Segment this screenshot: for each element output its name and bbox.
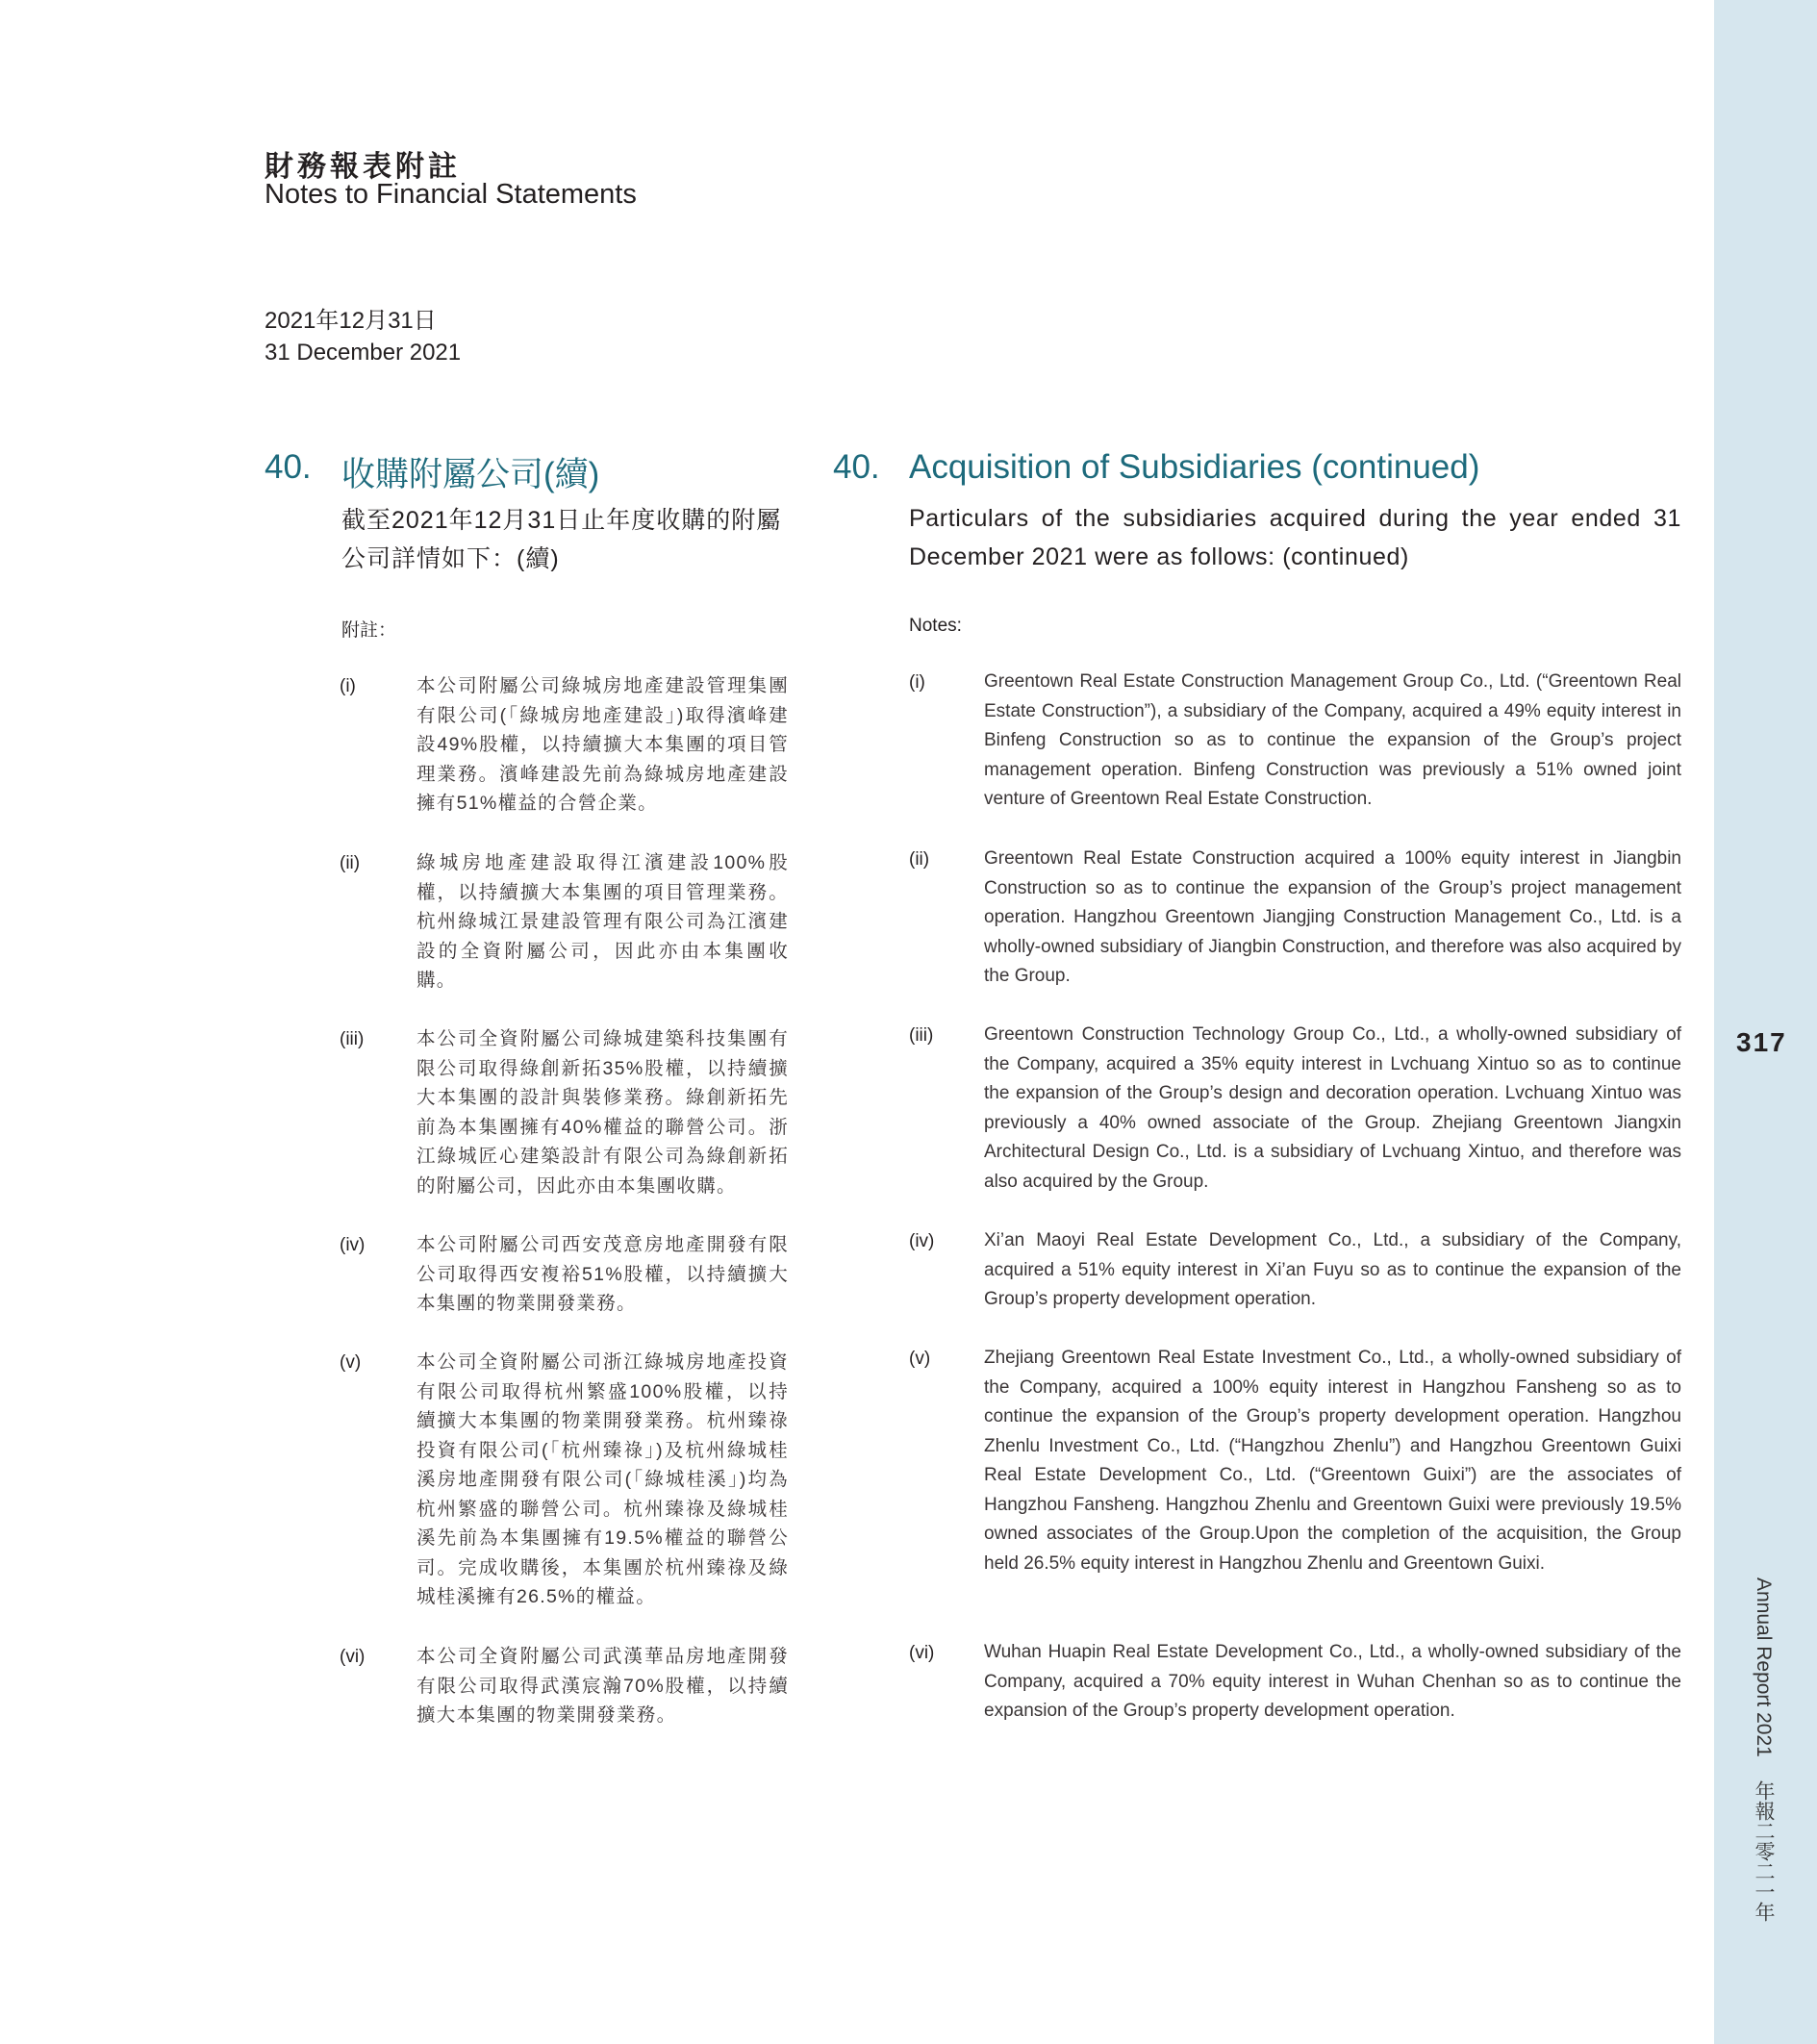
- note-text-en-3: Greentown Construction Technology Group Co., Ltd., a wholly-owned subsidiary of the Company, acquired a 35% equity interest in Lvchuang Xintuo so as to continue the expansion of the Group’s design and decoration operation. Lvchuang Xintuo was previously a 40% owned associate of the Group. Zhejiang Greentown Jiangxin Architectural Design Co., Ltd. is a subsidiary of Lvchuang Xintuo, and therefore was also acquired by the Group.: [984, 1024, 1681, 1192]
- section-title-en: Acquisition of Subsidiaries (continued): [909, 448, 1480, 486]
- note-label-zh-5: (v): [340, 1352, 362, 1373]
- note-label-zh-6: (vi): [340, 1647, 366, 1667]
- note-text-en-1: Greentown Real Estate Construction Management Group Co., Ltd. (“Greentown Real Estate Construction”), a subsidiary of the Company, acquired a 49% equity interest in Binfeng Construction so as to continue the expansion of the Group’s project management operation. Binfeng Construction was previously a 51% owned joint venture of Greentown Real Estate Construction.: [984, 671, 1681, 809]
- section-intro-en: Particulars of the subsidiaries acquired during the year ended 31 December 2021 were as follows: (continued): [909, 505, 1681, 570]
- header-title-en: Notes to Financial Statements: [265, 179, 637, 210]
- note-label-en-5: (v): [909, 1349, 931, 1369]
- side-caption-en: Annual Report 2021: [1753, 1577, 1775, 1757]
- note-label-en-2: (ii): [909, 849, 930, 870]
- notes-label-zh: 附註：: [341, 620, 397, 641]
- note-text-zh-3: 本公司全資附屬公司綠城建築科技集團有限公司取得綠創新拓35%股權，以持續擴大本集團的設計與裝修業務。綠創新拓先前為本集團擁有40%權益的聯營公司。浙江綠城匠心建築設計有限公司為綠創新拓的附屬公司，因此亦由本集團收購。: [416, 1028, 789, 1197]
- note-text-zh-6: 本公司全資附屬公司武漢華品房地產開發有限公司取得武漢宸瀚70%股權，以持續擴大本集團的物業開發業務。: [416, 1646, 789, 1726]
- date-zh: 2021年12月31日: [265, 308, 437, 334]
- note-label-en-3: (iii): [909, 1025, 934, 1046]
- note-text-en-4: Xi’an Maoyi Real Estate Development Co., Ltd., a subsidiary of the Company, acquired a 51% equity interest in Xi’an Fuyu so as to continue the expansion of the Group’s property development operation.: [984, 1230, 1681, 1309]
- section-intro-zh: 截至2021年12月31日止年度收購的附屬公司詳情如下：(續): [341, 507, 782, 572]
- note-label-en-6: (vi): [909, 1643, 935, 1663]
- note-text-en-6: Wuhan Huapin Real Estate Development Co., Ltd., a wholly-owned subsidiary of the Company, acquired a 70% equity interest in Wuhan Chenhan so as to continue the expansion of the Group’s property development operation.: [984, 1642, 1681, 1721]
- page-number: 317: [1736, 1027, 1787, 1057]
- note-text-zh-2: 綠城房地產建設取得江濱建設100%股權，以持續擴大本集團的項目管理業務。杭州綠城江景建設管理有限公司為江濱建設的全資附屬公司，因此亦由本集團收購。: [416, 852, 789, 991]
- note-text-zh-4: 本公司附屬公司西安茂意房地產開發有限公司取得西安複裕51%股權，以持續擴大本集團的物業開發業務。: [416, 1234, 789, 1314]
- note-label-zh-4: (iv): [340, 1235, 366, 1255]
- side-caption-zh: 年報二零二一年: [1753, 1779, 1775, 1922]
- note-text-en-5: Zhejiang Greentown Real Estate Investment Co., Ltd., a wholly-owned subsidiary of the Company, acquired a 100% equity interest in Hangzhou Fansheng so as to continue the expansion of the Group’s property development operation. Hangzhou Zhenlu Investment Co., Ltd. (“Hangzhou Zhenlu”) and Hangzhou Greentown Guixi Real Estate Development Co., Ltd. (“Greentown Guixi”) are the associates of Hangzhou Fansheng. Hangzhou Zhenlu and Greentown Guixi were previously 19.5% owned associates of the Group.Upon the completion of the acquisition, the Group held 26.5% equity interest in Hangzhou Zhenlu and Greentown Guixi.: [984, 1348, 1681, 1574]
- section-number-en: 40.: [833, 448, 880, 486]
- section-title-zh: 收購附屬公司(續): [341, 456, 600, 493]
- note-label-zh-3: (iii): [340, 1029, 365, 1049]
- date-en: 31 December 2021: [265, 340, 462, 366]
- note-label-zh-1: (i): [340, 676, 356, 696]
- note-text-en-2: Greentown Real Estate Construction acquired a 100% equity interest in Jiangbin Construction so as to continue the expansion of the Group’s project management operation. Hangzhou Greentown Jiangjing Construction Management Co., Ltd. is a wholly-owned subsidiary of Jiangbin Construction, and therefore was also acquired by the Group.: [984, 848, 1681, 986]
- note-text-zh-5: 本公司全資附屬公司浙江綠城房地產投資有限公司取得杭州繁盛100%股權，以持續擴大本集團的物業開發業務。杭州臻祿投資有限公司(「杭州臻祿」)及杭州綠城桂溪房地產開發有限公司(「綠城桂溪」)均為杭州繁盛的聯營公司。杭州臻祿及綠城桂溪先前為本集團擁有19.5%權益的聯營公司。完成收購後，本集團於杭州臻祿及綠城桂溪擁有26.5%的權益。: [416, 1351, 789, 1607]
- note-label-en-4: (iv): [909, 1231, 935, 1251]
- note-text-zh-1: 本公司附屬公司綠城房地產建設管理集團有限公司(「綠城房地產建設」)取得濱峰建設49%股權，以持續擴大本集團的項目管理業務。濱峰建設先前為綠城房地產建設擁有51%權益的合營企業。: [416, 675, 789, 814]
- side-caption: [1749, 1577, 1778, 1939]
- section-number-zh: 40.: [265, 448, 312, 486]
- header-title-zh: 財務報表附註: [265, 150, 461, 184]
- note-label-en-1: (i): [909, 672, 925, 693]
- notes-label-en: Notes:: [909, 616, 962, 636]
- note-label-zh-2: (ii): [340, 853, 361, 873]
